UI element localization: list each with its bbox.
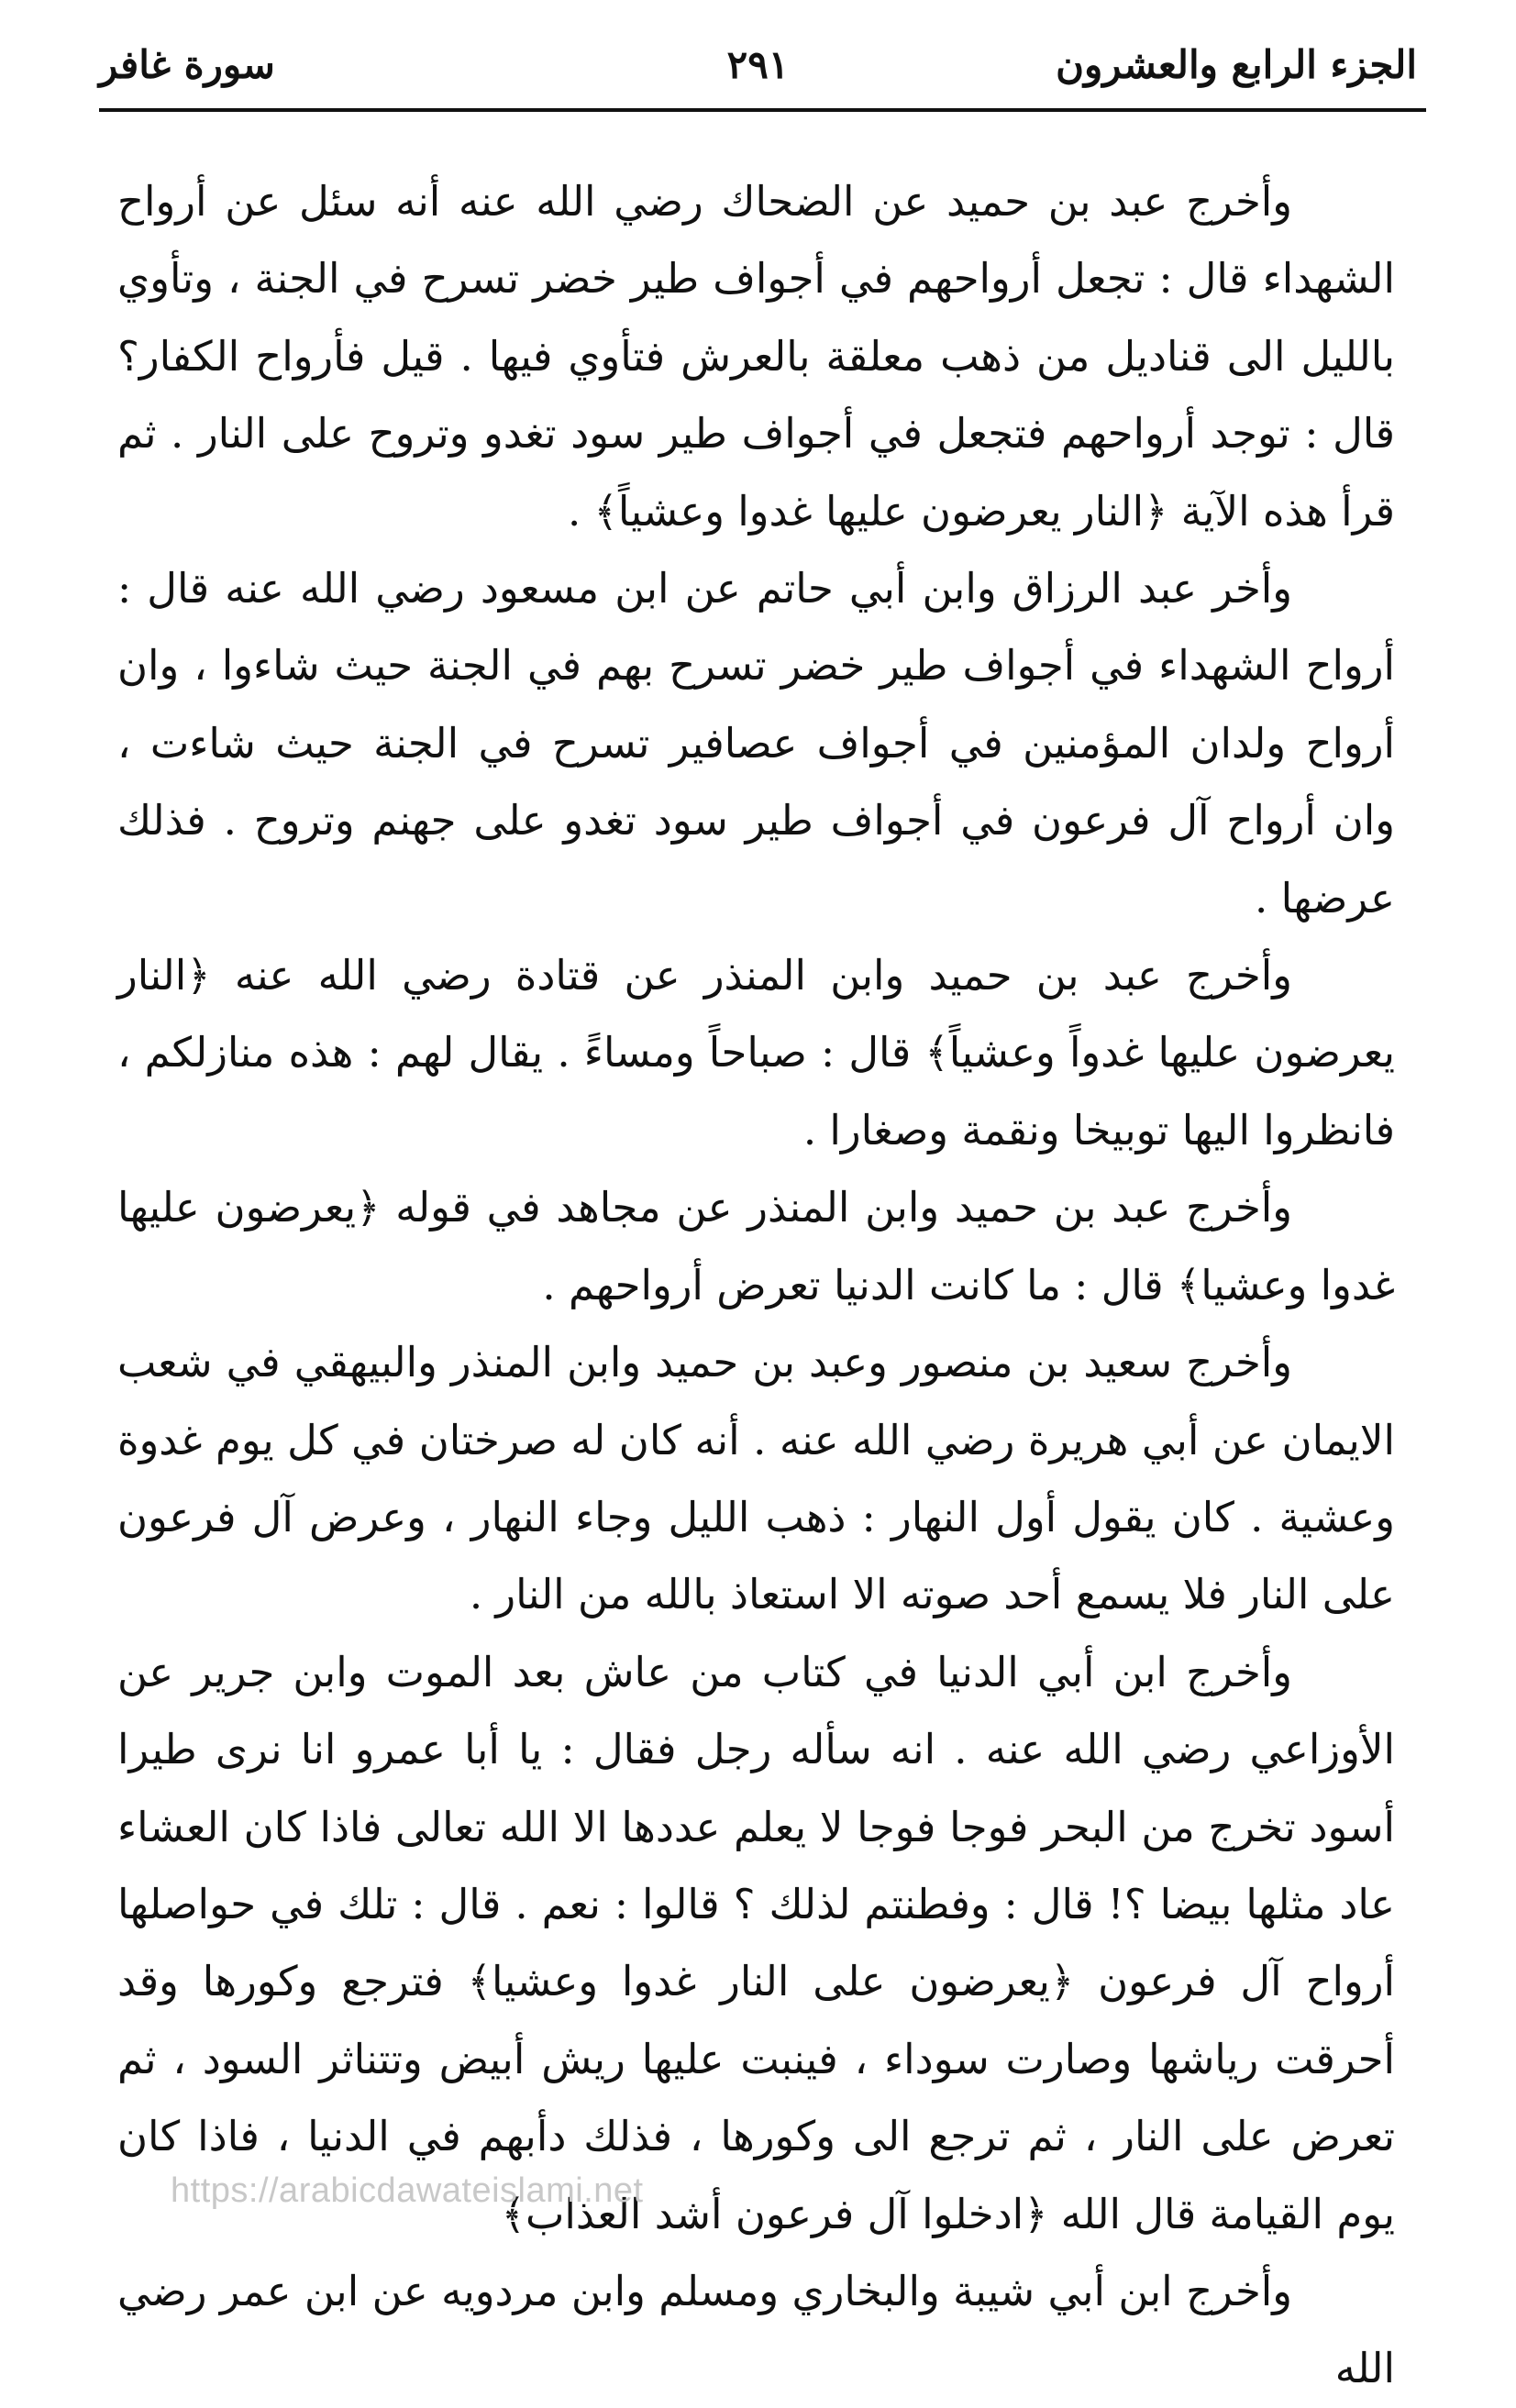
paragraph: وأخر عبد الرزاق وابن أبي حاتم عن ابن مسعود رضي الله عنه قال : أرواح الشهداء في أجواف طير خضر تسرح بهم في الجنة حيث شاءوا ، وان أرواح ولدان المؤمنين في أجواف عصافير تسرح في الجنة حيث شاءت ، وان أرواح آل فرعون في أجواف طير سود تغدو على جهنم وتروح . فذلك عرضها . xyxy=(117,564,1395,922)
page-header xyxy=(99,37,1417,110)
watermark-url: https://arabicdawateislami.net xyxy=(171,2171,644,2210)
header-divider xyxy=(99,108,1426,112)
page-body xyxy=(117,163,1395,2408)
juz-title: الجزء الرابع والعشرون xyxy=(1056,42,1417,87)
paragraph: وأخرج عبد بن حميد عن الضحاك رضي الله عنه أنه سئل عن أرواح الشهداء قال : تجعل أرواحهم في أجواف طير خضر تسرح في الجنة ، وتأوي بالليل الى قناديل من ذهب معلقة بالعرش فتأوي فيها . قيل فأرواح الكفار؟ قال : توجد أرواحهم فتجعل في أجواف طير سود تغدو وتروح على النار . ثم قرأ هذه الآية ﴿النار يعرضون عليها غدوا وعشياً﴾ . xyxy=(117,177,1395,536)
paragraph: وأخرج سعيد بن منصور وعبد بن حميد وابن المنذر والبيهقي في شعب الايمان عن أبي هريرة رضي الله عنه . أنه كان له صرختان في كل يوم غدوة وعشية . كان يقول أول النهار : ذهب الليل وجاء النهار ، وعرض آل فرعون على النار فلا يسمع أحد صوته الا استعاذ بالله من النار . xyxy=(117,1338,1395,1619)
page-number: ٢٩١ xyxy=(726,42,790,87)
paragraph: وأخرج ابن أبي الدنيا في كتاب من عاش بعد الموت وابن جرير عن الأوزاعي رضي الله عنه . انه سأله رجل فقال : يا أبا عمرو انا نرى طيرا أسود تخرج من البحر فوجا فوجا لا يعلم عددها الا الله تعالى فاذا كان العشاء عاد مثلها بيضا ؟! قال : وفطنتم لذلك ؟ قالوا : نعم . قال : تلك في حواصلها أرواح آل فرعون ﴿يعرضون على النار غدوا وعشيا﴾ فترجع وكورها وقد أحرقت رياشها وصارت سوداء ، فينبت عليها ريش أبيض وتتناثر السود ، ثم تعرض على النار ، ثم ترجع الى وكورها ، فذلك دأبهم في الدنيا ، فاذا كان يوم القيامة قال الله ﴿ادخلوا آل فرعون أشد العذاب﴾ xyxy=(117,1647,1395,2238)
paragraph: وأخرج عبد بن حميد وابن المنذر عن مجاهد في قوله ﴿يعرضون عليها غدوا وعشيا﴾ قال : ما كانت الدنيا تعرض أرواحهم . xyxy=(117,1183,1395,1309)
paragraph: وأخرج ابن أبي شيبة والبخاري ومسلم وابن مردويه عن ابن عمر رضي الله xyxy=(117,2266,1395,2393)
paragraph: وأخرج عبد بن حميد وابن المنذر عن قتادة رضي الله عنه ﴿النار يعرضون عليها غدواً وعشياً﴾ قال : صباحاً ومساءً . يقال لهم : هذه منازلكم ، فانظروا اليها توبيخا ونقمة وصغارا . xyxy=(117,951,1395,1154)
surah-title: سورة غافر xyxy=(99,42,275,87)
